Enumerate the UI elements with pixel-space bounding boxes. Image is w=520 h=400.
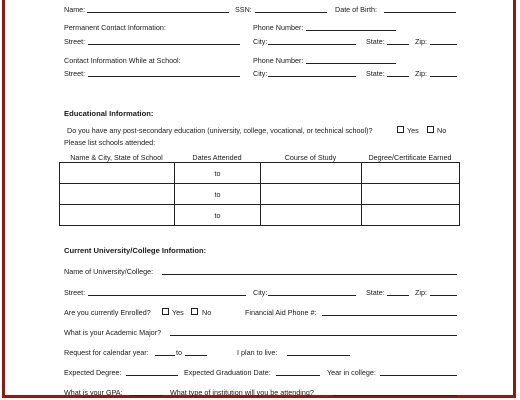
enrolled-yes-checkbox[interactable] — [162, 308, 169, 315]
calendar-year-label: Request for calendar year: — [64, 348, 149, 357]
school-zip-label: Zip: — [415, 69, 427, 78]
school-name-cell[interactable] — [60, 184, 175, 205]
current-university-heading: Current University/College Information: — [64, 246, 207, 255]
gpa-label: What is your GPA: — [64, 388, 123, 397]
degree-cell[interactable] — [362, 205, 460, 226]
major-field[interactable] — [170, 335, 457, 336]
ssn-label: SSN: — [235, 5, 252, 14]
institution-type-label: What type of institution will you be attending? — [170, 388, 314, 397]
dates-cell[interactable]: to — [175, 184, 261, 205]
post-secondary-question: Do you have any post-secondary education (university, college, vocational, or technical school)? — [67, 126, 373, 135]
school-street-label: Street: — [64, 69, 86, 78]
current-zip-label: Zip: — [415, 288, 427, 297]
school-state-field[interactable] — [387, 76, 409, 77]
school-city-field[interactable] — [268, 76, 356, 77]
course-cell[interactable] — [261, 163, 362, 184]
school-name-cell[interactable] — [60, 163, 175, 184]
current-city-label: City: — [253, 288, 268, 297]
financial-aid-field[interactable] — [322, 315, 457, 316]
graduation-date-field[interactable] — [276, 375, 320, 376]
calendar-to-field[interactable] — [185, 355, 207, 356]
plan-to-live-label: I plan to live: — [237, 348, 278, 357]
school-zip-field[interactable] — [430, 76, 457, 77]
col-course-of-study: Course of Study — [284, 153, 337, 162]
current-street-label: Street: — [64, 288, 86, 297]
zip-label: Zip: — [415, 37, 427, 46]
year-in-college-label: Year in college: — [327, 368, 376, 377]
dob-label: Date of Birth: — [335, 5, 377, 14]
state-field[interactable] — [387, 44, 409, 45]
education-heading: Educational Information: — [64, 109, 154, 118]
major-label: What is your Academic Major? — [64, 328, 162, 337]
city-field[interactable] — [268, 44, 356, 45]
financial-aid-label: Financial Aid Phone #: — [245, 308, 317, 317]
permanent-contact-label: Permanent Contact Information: — [64, 23, 166, 32]
state-label: State: — [366, 37, 385, 46]
degree-cell[interactable] — [362, 184, 460, 205]
dob-field[interactable] — [384, 12, 456, 13]
enrolled-yes-label: Yes — [172, 308, 184, 317]
zip-field[interactable] — [430, 44, 457, 45]
school-state-label: State: — [366, 69, 385, 78]
dates-cell[interactable]: to — [175, 163, 261, 184]
education-yes-label: Yes — [407, 126, 419, 135]
university-name-label: Name of University/College: — [64, 267, 154, 276]
col-dates-attended: Dates Attended — [192, 153, 242, 162]
education-yes-checkbox[interactable] — [397, 126, 404, 133]
graduation-date-label: Expected Graduation Date: — [184, 368, 271, 377]
current-city-field[interactable] — [268, 295, 356, 296]
calendar-to-label: to — [176, 348, 182, 357]
name-field[interactable] — [87, 12, 229, 13]
school-phone-field[interactable] — [306, 63, 396, 64]
street-field[interactable] — [88, 44, 240, 45]
dates-cell[interactable]: to — [175, 205, 261, 226]
table-row — [60, 184, 460, 205]
ssn-field[interactable] — [255, 12, 327, 13]
table-row — [60, 163, 460, 184]
street-label: Street: — [64, 37, 86, 46]
school-name-cell[interactable] — [60, 205, 175, 226]
current-zip-field[interactable] — [430, 295, 457, 296]
phone-label: Phone Number: — [253, 23, 304, 32]
course-cell[interactable] — [261, 184, 362, 205]
school-phone-label: Phone Number: — [253, 56, 304, 65]
enrolled-no-label: No — [202, 308, 212, 317]
enrolled-no-checkbox[interactable] — [191, 308, 198, 315]
gpa-field[interactable] — [130, 395, 162, 396]
school-street-field[interactable] — [88, 76, 240, 77]
phone-field[interactable] — [306, 30, 396, 31]
university-name-field[interactable] — [162, 274, 457, 275]
schools-table — [59, 162, 460, 226]
expected-degree-field[interactable] — [126, 375, 178, 376]
plan-to-live-field[interactable] — [287, 355, 350, 356]
table-row — [60, 205, 460, 226]
school-city-label: City: — [253, 69, 268, 78]
current-state-label: State: — [366, 288, 385, 297]
col-degree-earned: Degree/Certificate Earned — [368, 153, 452, 162]
institution-type-field[interactable] — [333, 395, 457, 396]
education-no-checkbox[interactable] — [427, 126, 434, 133]
col-school-name: Name & City, State of School — [70, 153, 163, 162]
city-label: City: — [253, 37, 268, 46]
expected-degree-label: Expected Degree: — [64, 368, 122, 377]
enrolled-question: Are you currently Enrolled? — [64, 308, 151, 317]
education-no-label: No — [437, 126, 447, 135]
calendar-from-field[interactable] — [155, 355, 175, 356]
name-label: Name: — [64, 5, 86, 14]
course-cell[interactable] — [261, 205, 362, 226]
degree-cell[interactable] — [362, 163, 460, 184]
year-in-college-field[interactable] — [380, 375, 457, 376]
list-schools-prompt: Please list schools attended: — [64, 138, 156, 147]
current-street-field[interactable] — [88, 295, 246, 296]
school-contact-label: Contact Information While at School: — [64, 56, 181, 65]
current-state-field[interactable] — [387, 295, 409, 296]
